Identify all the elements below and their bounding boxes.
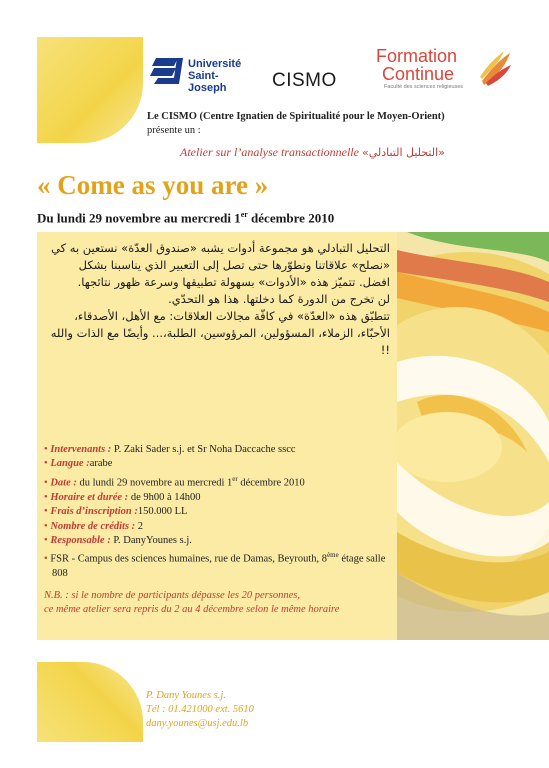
- detail-value-sup: er: [232, 474, 238, 483]
- event-dates-sup: er: [240, 210, 248, 219]
- detail-date: [44, 472, 394, 491]
- detail-location: [44, 548, 394, 581]
- detail-location-text: FSR - Campus des sciences humaines, rue de Damas, Beyrouth, 8: [50, 553, 328, 565]
- formation-continue-subtitle: Faculté des sciences religieuses: [384, 84, 464, 90]
- usj-logo-line2: Saint-Joseph: [188, 70, 227, 94]
- detail-value: P. Zaki Sader s.j. et Sr Noha Daccache sscc: [111, 444, 296, 455]
- detail-label: Intervenants :: [50, 444, 112, 455]
- atelier-title-french: Atelier sur l’analyse transactionnelle: [180, 145, 359, 159]
- detail-langue: [44, 457, 394, 471]
- bullet-icon: •: [44, 477, 51, 489]
- detail-frais: [44, 505, 394, 519]
- detail-credits: [44, 520, 394, 534]
- detail-value: P. DanyYounes s.j.: [110, 534, 192, 546]
- contact-phone: Tél : 01.421000 ext. 5610: [146, 704, 254, 715]
- detail-location-sup: ème: [327, 551, 339, 560]
- usj-logo-text: [188, 58, 248, 94]
- arabic-description: [44, 240, 390, 359]
- decorative-artwork: [397, 232, 549, 640]
- detail-label: Langue :: [50, 458, 90, 470]
- detail-value: 150.000 LL: [137, 506, 188, 518]
- bullet-icon: •: [44, 553, 51, 565]
- bullet-icon: •: [44, 491, 51, 503]
- nota-bene: [44, 589, 394, 617]
- main-title: « Come as you are »: [37, 170, 269, 200]
- contact-email[interactable]: dany.younes@usj.edu.lb: [146, 718, 249, 729]
- detail-value: arabe: [89, 458, 113, 470]
- corner-decoration-bottom: [37, 662, 143, 742]
- usj-logo-line1: Université: [188, 58, 242, 70]
- atelier-title: [180, 145, 525, 160]
- corner-decoration-top: [37, 37, 143, 143]
- arabic-paragraph: تتطبّق هذه «العدّة» في كافّة مجالات العلاقات: مع الأهل، الأصدقاء، الأحبّاء، الزملاء، المسؤولين، المرؤوسين، الطلبة،... وأيضًا مع الذات والله !!: [50, 309, 390, 357]
- details-list: [44, 443, 394, 582]
- event-dates-start: Du lundi 29 novembre au mercredi 1: [37, 210, 241, 226]
- nota-bene-line2: ce même atelier sera repris du 2 au 4 décembre selon le même horaire: [44, 604, 340, 615]
- arabic-paragraph: لن تخرج من الدورة كما دخلتها. هذا هو التحدّي.: [168, 292, 390, 306]
- formation-continue-mark: [480, 51, 512, 87]
- detail-horaire: [44, 491, 394, 505]
- event-dates-end: décembre 2010: [247, 210, 335, 226]
- nota-bene-line1: N.B. : si le nombre de participants dépasse les 20 personnes,: [44, 590, 300, 601]
- bullet-icon: •: [44, 458, 51, 470]
- bullet-icon: •: [44, 534, 51, 546]
- detail-responsable: [44, 534, 394, 548]
- formation-continue-line2: Continue: [382, 64, 455, 84]
- detail-label: Date :: [50, 477, 77, 489]
- atelier-title-arabic: «التحليل التبادلي»: [361, 146, 445, 159]
- contact-name: P. Dany Younes s.j.: [146, 690, 226, 701]
- detail-value: du lundi 29 novembre au mercredi 1: [76, 477, 233, 489]
- detail-label: Horaire et durée :: [50, 491, 129, 503]
- detail-value: de 9h00 à 14h00: [128, 491, 201, 503]
- detail-value-end: décembre 2010: [237, 477, 305, 489]
- detail-value: 2: [135, 520, 144, 532]
- cismo-logo: CISMO: [272, 70, 337, 91]
- detail-label: Responsable :: [50, 534, 111, 546]
- usj-logo: [150, 52, 248, 96]
- event-dates: [37, 210, 334, 226]
- detail-label: Nombre de crédits :: [50, 520, 136, 532]
- intro-organization: Le CISMO (Centre Ignatien de Spiritualité pour le Moyen-Orient): [147, 111, 445, 122]
- formation-continue-logo: [376, 47, 516, 97]
- bullet-icon: •: [44, 520, 51, 532]
- detail-location-end: étage salle 808: [52, 553, 386, 580]
- detail-label: Frais d’inscription :: [50, 506, 138, 518]
- arabic-paragraph: التحليل التبادلي هو مجموعة أدوات يشبه «صندوق العدّة» نستعين به كي «نصلح» علاقاتنا ونطوّرها حتى تصل إلى التعبير الذي يناسبنا بشكل افضل. تتميّز هذه «الأدوات» بسهولة تطبيقها وسرعة ظهور نتائجها.: [51, 241, 390, 289]
- contact-info: [146, 689, 254, 731]
- formation-continue-line1: Formation: [376, 46, 458, 66]
- bullet-icon: •: [44, 506, 51, 518]
- detail-intervenants: [44, 443, 394, 457]
- bullet-icon: •: [44, 444, 51, 455]
- usj-logo-mark: [150, 54, 184, 86]
- intro-text: [147, 110, 527, 138]
- intro-presents: présente un :: [147, 125, 201, 136]
- swirl-artwork-graphic: [397, 232, 549, 640]
